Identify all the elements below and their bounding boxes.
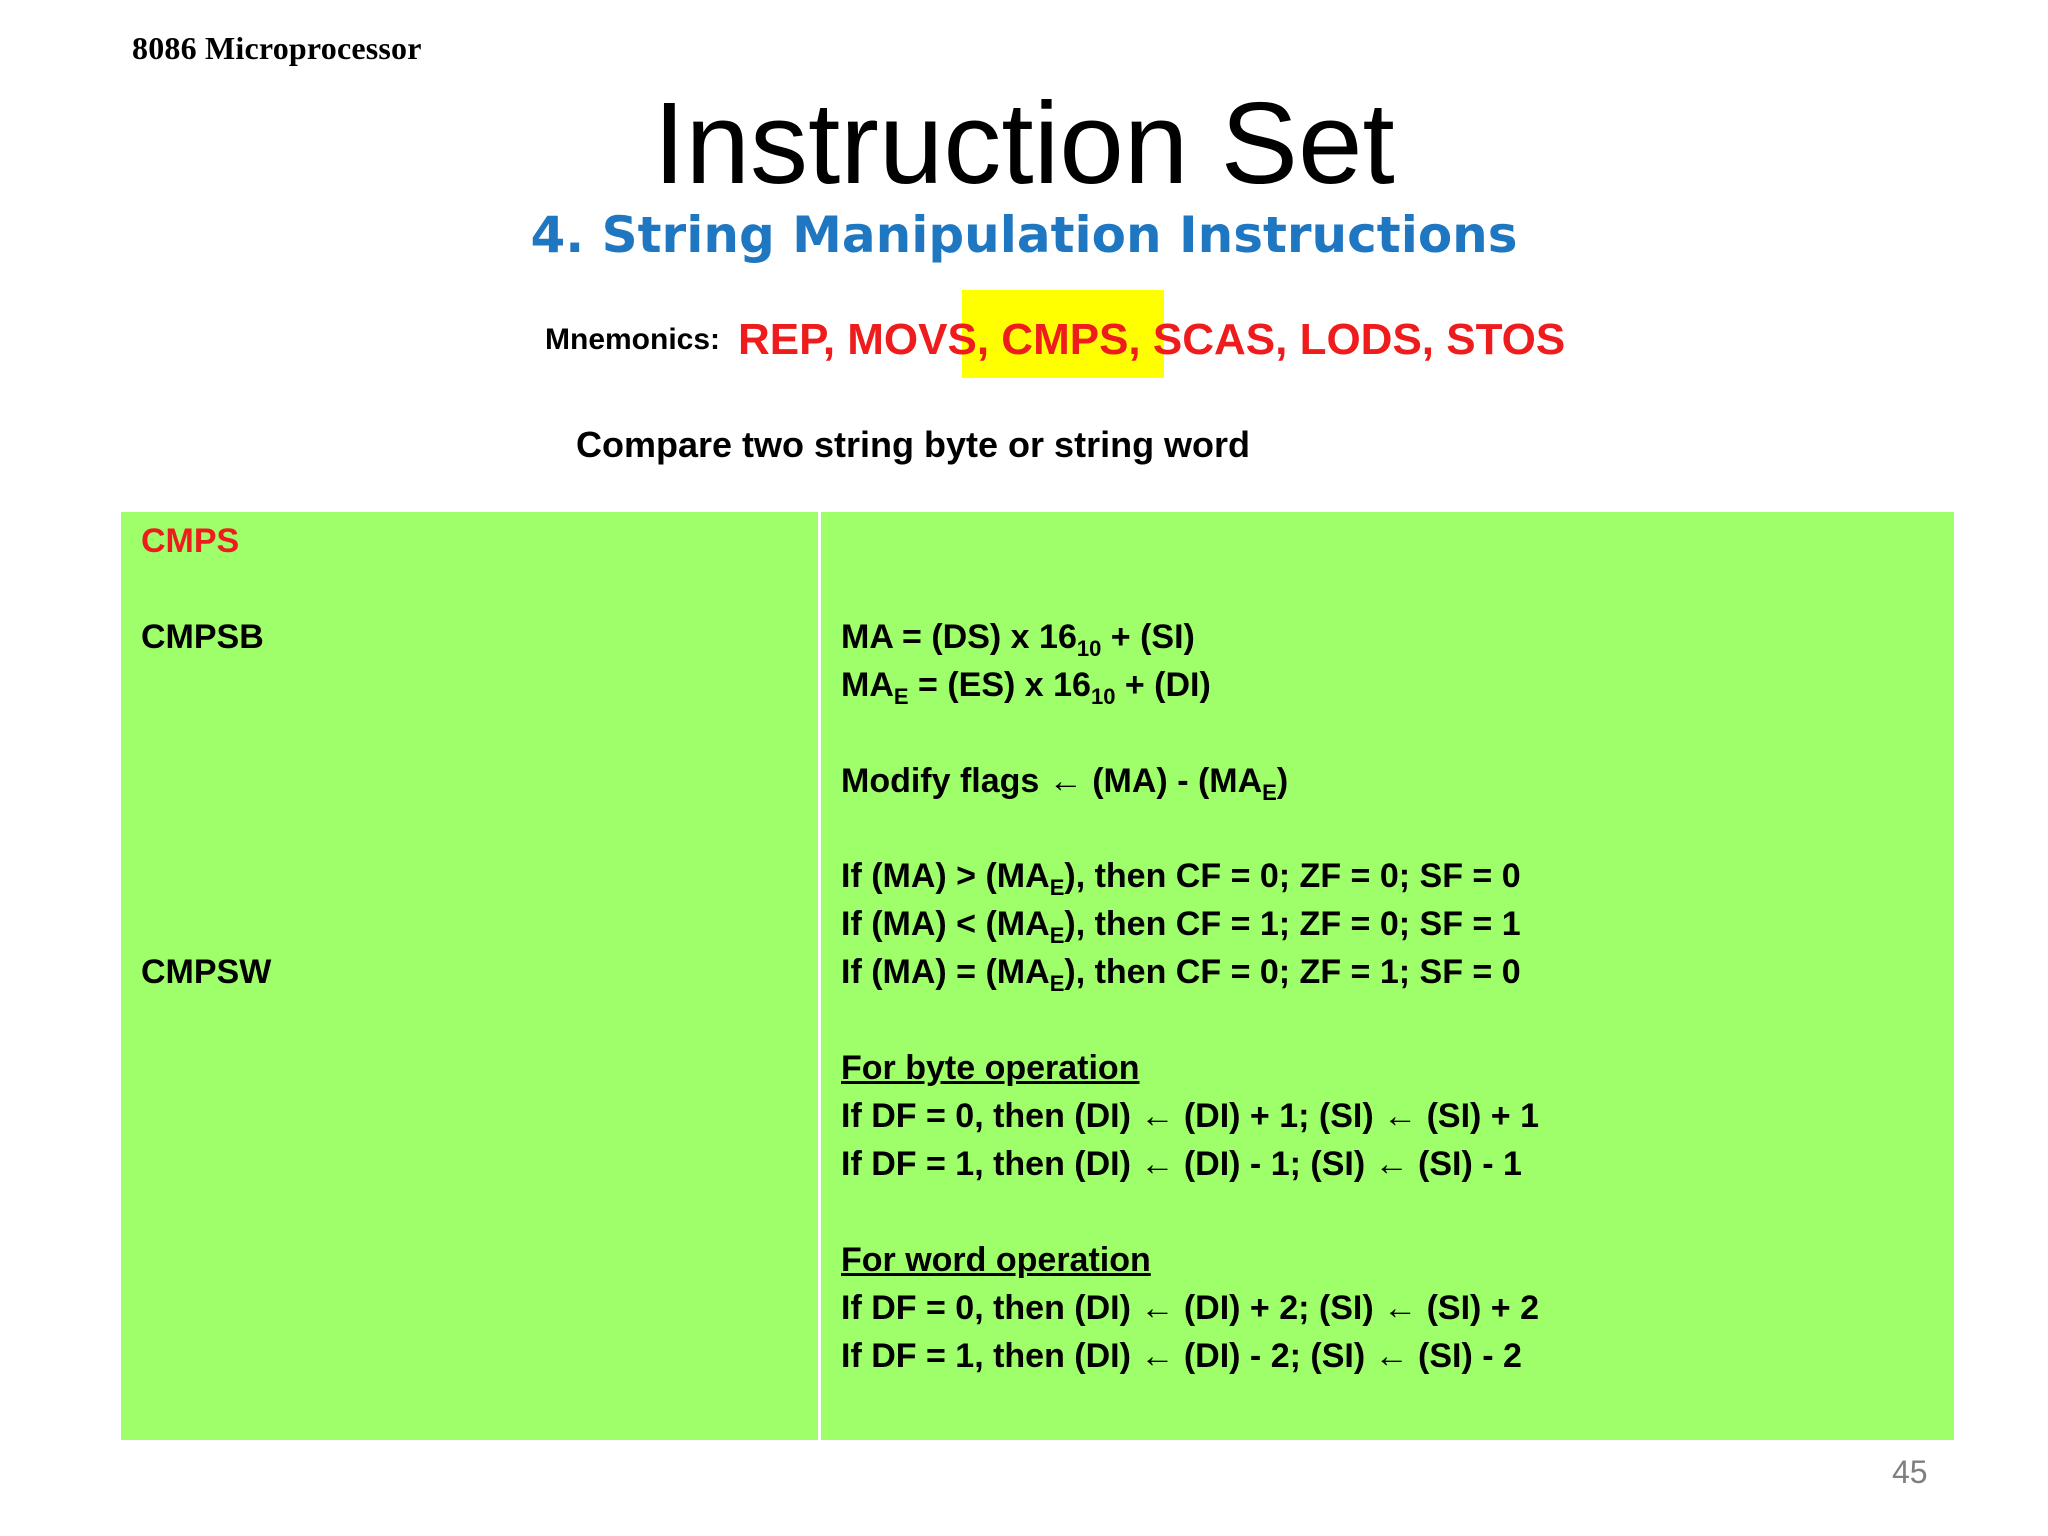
condition-less: If $(MA) < (MA_E)$, then CF = 1; ZF = 0; SF = 1 [841,905,1521,948]
byte-operation-heading: For byte operation [841,1049,1140,1087]
ma-formula: MA = (DS) x $16_{10} + (SI)$ [841,618,1195,661]
course-title: 8086 Microprocessor [132,30,422,66]
word-df1-line: If DF = 1, then (DI) ← (DI) - 2; (SI) ← (SI) - 2 [841,1337,1522,1375]
mnemonics-list: REP, MOVS, CMPS, SCAS, LODS, STOS [738,315,1566,364]
instruction-table [121,512,1954,1440]
byte-df1-line: If DF = 1, then (DI) ← (DI) - 1; (SI) ← (SI) - 1 [841,1145,1522,1183]
table-left-column [121,512,821,1440]
section-subtitle: 4. String Manipulation Instructions [530,206,1518,264]
slide-title: Instruction Set [653,78,1395,208]
page-number: 45 [1892,1454,1928,1490]
mae-formula: $MA_E = (ES)$ x $16_{10} + (DI)$ [841,666,1211,709]
word-operation-heading: For word operation [841,1241,1151,1279]
condition-equal: If $(MA) = (MA_E)$, then CF = 0; ZF = 1; SF = 0 [841,953,1521,996]
byte-df0-line: If DF = 0, then (DI) ← (DI) + 1; (SI) ← (SI) + 1 [841,1097,1539,1135]
instruction-description: Compare two string byte or string word [576,424,1251,465]
mnemonics-row [545,300,1565,380]
cmpsw-label: CMPSW [141,953,272,991]
condition-greater: If $(MA) > (MA_E)$, then CF = 0; ZF = 0; SF = 0 [841,857,1521,900]
modify-flags-line: Modify flags ← $(MA) - (MA_E)$ [841,762,1289,805]
cmps-label: CMPS [141,522,240,560]
table-right-column [821,512,1954,1440]
mnemonics-label: Mnemonics: [545,323,721,356]
word-df0-line: If DF = 0, then (DI) ← (DI) + 2; (SI) ← (SI) + 2 [841,1289,1539,1327]
cmpsb-label: CMPSB [141,618,264,656]
